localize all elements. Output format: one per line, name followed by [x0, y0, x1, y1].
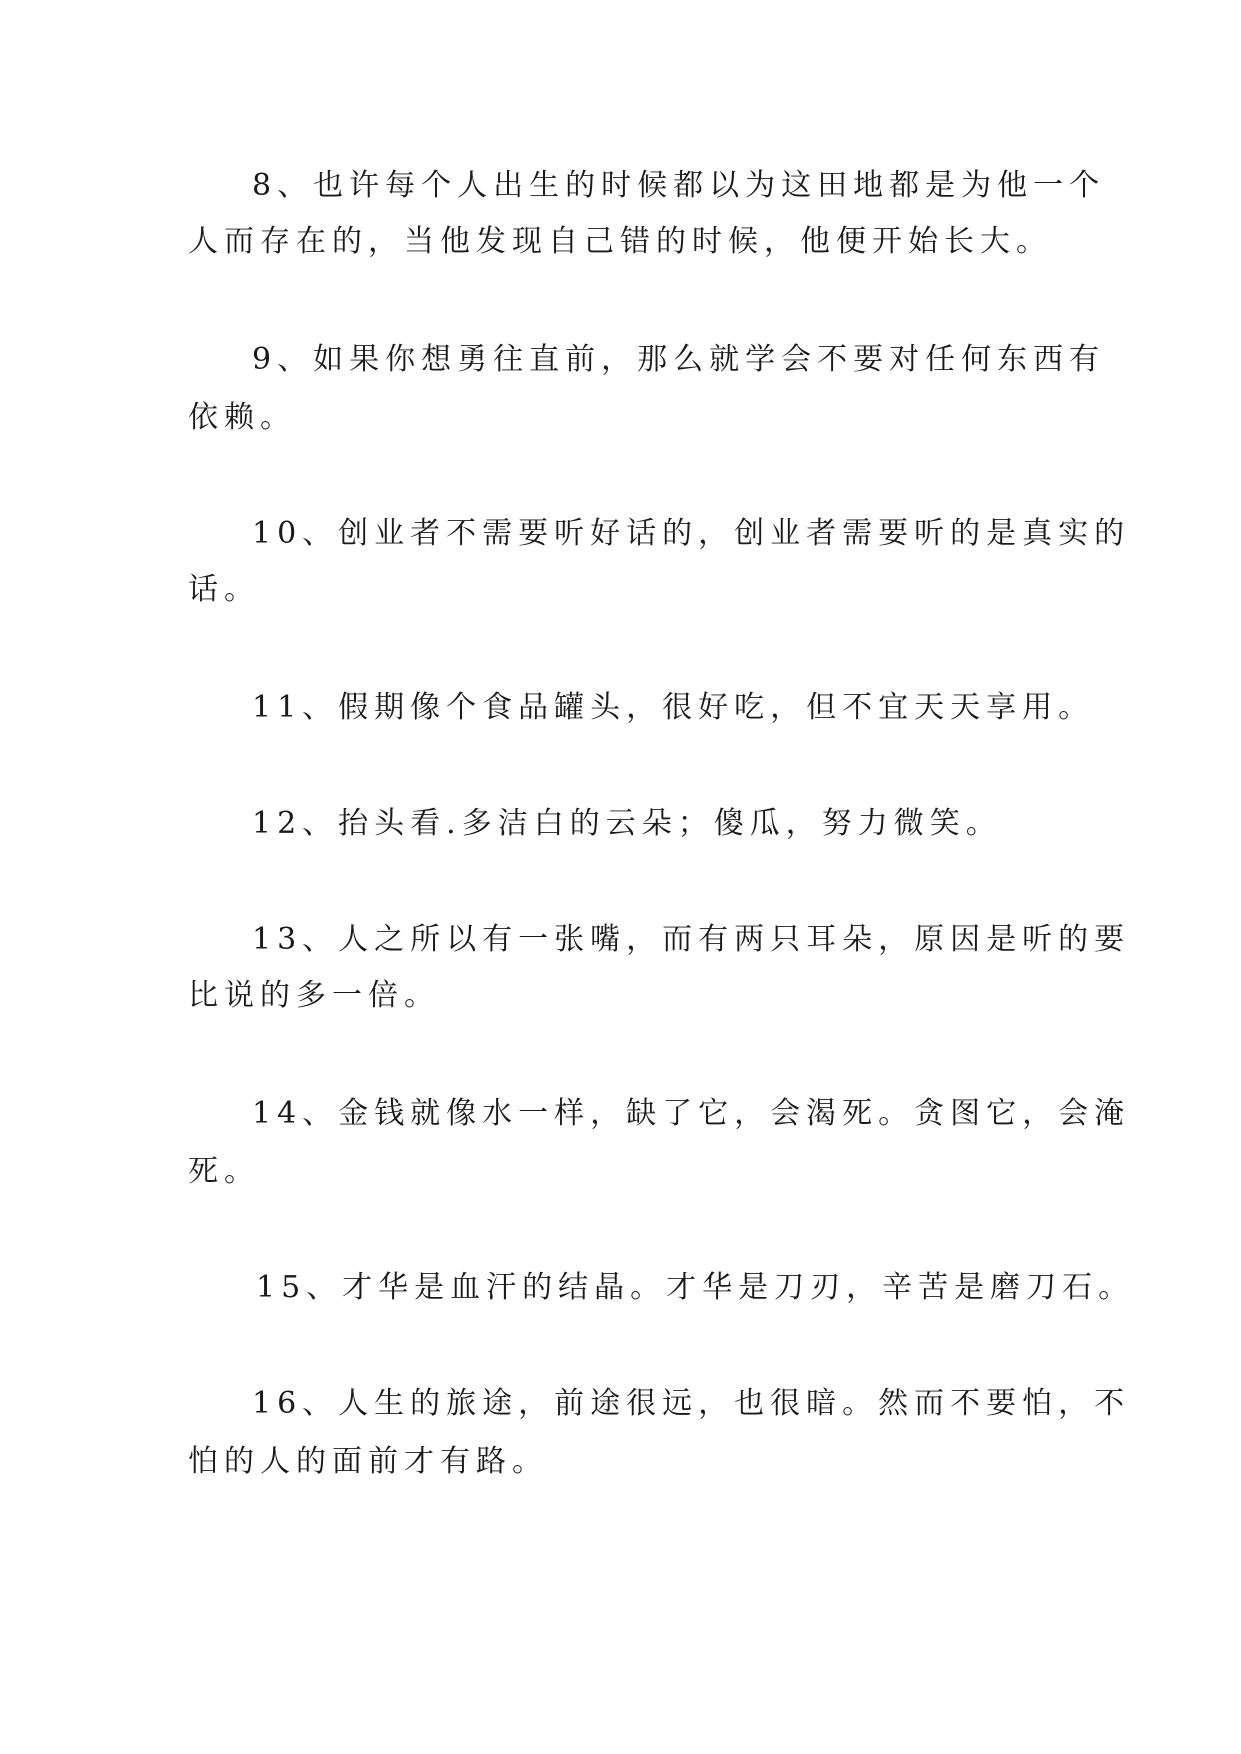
- paragraph-12-line-1: 12、抬头看.多洁白的云朵；傻瓜，努力微笑。: [252, 806, 1002, 841]
- paragraph-16-line-2: 怕的人的面前才有路。: [188, 1444, 548, 1479]
- paragraph-10-line-2: 话。: [188, 572, 260, 607]
- paragraph-8-line-1: 8、也许每个人出生的时候都以为这田地都是为他一个: [252, 168, 1106, 203]
- paragraph-16-line-1: 16、人生的旅途，前途很远，也很暗。然而不要怕，不: [252, 1386, 1131, 1421]
- paragraph-9-line-2: 依赖。: [188, 400, 296, 435]
- paragraph-8-line-2: 人而存在的，当他发现自己错的时候，他便开始长大。: [188, 224, 1052, 259]
- paragraph-15-line-1: 15、才华是血汗的结晶。才华是刀刃，辛苦是磨刀石。: [256, 1270, 1135, 1305]
- paragraph-13-line-2: 比说的多一倍。: [188, 978, 440, 1013]
- paragraph-11-line-1: 11、假期像个食品罐头，很好吃，但不宜天天享用。: [252, 690, 1095, 725]
- paragraph-9-line-1: 9、如果你想勇往直前，那么就学会不要对任何东西有: [252, 342, 1106, 377]
- paragraph-14-line-1: 14、金钱就像水一样，缺了它，会渴死。贪图它，会淹: [252, 1096, 1131, 1131]
- paragraph-14-line-2: 死。: [188, 1154, 260, 1189]
- paragraph-13-line-1: 13、人之所以有一张嘴，而有两只耳朵，原因是听的要: [252, 922, 1131, 957]
- paragraph-10-line-1: 10、创业者不需要听好话的，创业者需要听的是真实的: [252, 516, 1131, 551]
